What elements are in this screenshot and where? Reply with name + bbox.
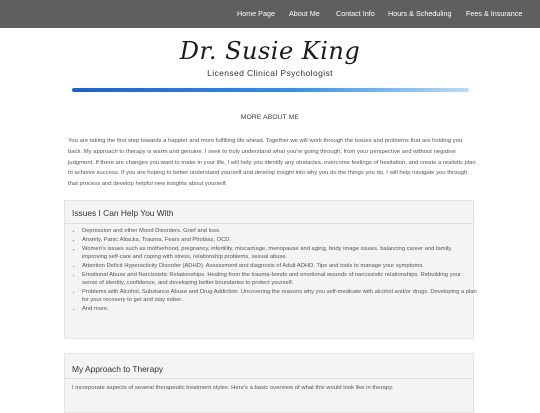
- list-item: • And more.: [82, 305, 477, 313]
- list-item: • Problems with Alcohol, Substance Abuse and Drug Addiction. Uncovering the reasons why you self-medicate with alcohol and/or drugs. Developing a plan for your recovery to get and stay sober.: [82, 288, 477, 305]
- site-title: Dr. Susie King: [179, 37, 361, 65]
- approach-divider: [65, 378, 473, 379]
- intro-paragraph: You are taking the first step towards a happier and more fulfilling life ahead. Together we will work through the issues and problems that are holding you back. My approach to therapy is warm and genuine. I seek to truly understand what you're going through, from your perspective and without negative judgment. If there are changes you want to make in your life, I will help you identify any obstacles, overcome feelings of hesitation, and create a realistic plan to achieve success. If you are hoping to better understand yourself and develop insight into why you do the things you do, I will help navigate you through that process and develop helpful new insights about yourself.: [68, 138, 476, 188]
- page-heading: MORE ABOUT ME: [240, 114, 300, 121]
- site-subtitle: Licensed Clinical Psychologist: [207, 68, 333, 78]
- approach-title: My Approach to Therapy: [72, 364, 164, 374]
- approach-panel: [64, 353, 474, 413]
- list-item: • Depression and other Mood Disorders. Grief and loss.: [82, 227, 477, 235]
- list-item: • Anxiety, Panic Attacks, Trauma, Fears and Phobias, OCD.: [82, 236, 477, 244]
- issues-list: [74, 227, 477, 314]
- list-item: • Attention Deficit Hyperactivity Disorder (ADHD). Assessment and diagnosis of Adult ADHD. Tips and tools to manage your symptoms.: [82, 262, 477, 270]
- nav-fees-insurance[interactable]: Fees & Insurance: [466, 9, 523, 18]
- nav-hours-scheduling[interactable]: Hours & Scheduling: [388, 9, 452, 18]
- issues-divider: [65, 223, 473, 224]
- top-navigation-bar: [0, 0, 540, 28]
- nav-home-page[interactable]: Home Page: [237, 9, 275, 18]
- list-item: • Women's issues such as motherhood, pregnancy, infertility, miscarriage, menopause and aging, body image issues, balancing career and family, improving self-care and coping with stress, relationship problems, sexual abuse.: [82, 245, 477, 262]
- issues-title: Issues I Can Help You With: [72, 208, 174, 218]
- issues-panel: [64, 200, 477, 339]
- nav-about-me[interactable]: About Me: [289, 9, 320, 18]
- logo-underline-bar: [72, 88, 469, 92]
- approach-paragraph: I incorporate aspects of several therapeutic treatment styles. Here's a basic overview of what this would look like in therapy:: [72, 385, 394, 391]
- list-item: • Emotional Abuse and Narcissistic Relationships. Healing from the trauma-bonds and emotional wounds of narcissistic relationships. Rebuilding your sense of identity, confidence, and developing better boundaries to protect yourself.: [82, 271, 477, 288]
- nav-contact-info[interactable]: Contact Info: [336, 9, 375, 18]
